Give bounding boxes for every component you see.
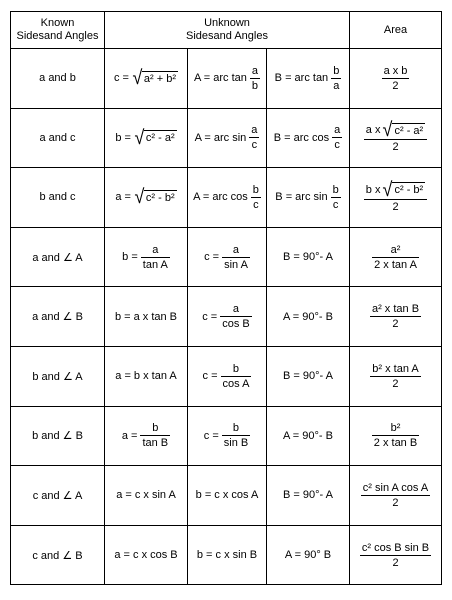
square-root — [382, 178, 425, 201]
fraction-denominator: 2 — [392, 79, 399, 92]
formula-text: b = c x cos A — [195, 489, 259, 502]
formula-text: B = 90°- A — [283, 370, 333, 383]
square-root-radical-sign: √ — [383, 119, 393, 142]
fraction-denominator: tan A — [142, 258, 168, 271]
formula-cell — [105, 346, 188, 406]
fraction-denominator: 2 — [392, 556, 399, 569]
formula — [360, 541, 431, 570]
formula-cell — [188, 227, 267, 287]
formula-cell — [267, 227, 350, 287]
fraction — [249, 123, 259, 152]
formula — [116, 489, 176, 501]
fraction-numerator: b — [332, 183, 339, 196]
fraction-numerator: a — [251, 124, 258, 137]
table-row — [11, 227, 442, 287]
square-root-radical-sign: √ — [383, 178, 393, 201]
fraction-numerator: c² sin A cos A — [362, 481, 429, 494]
fraction — [364, 121, 427, 154]
formula — [196, 489, 259, 501]
header-unknown-line1: Unknown — [204, 17, 250, 29]
formula-lhs: A = arc tan — [193, 72, 247, 85]
formula-lhs: c = — [202, 310, 218, 323]
area-cell — [350, 466, 442, 526]
table-row — [11, 406, 442, 466]
table-row — [11, 49, 442, 109]
fraction-denominator: a — [333, 79, 340, 92]
formula-cell — [105, 466, 188, 526]
formula — [113, 67, 178, 90]
table-row — [11, 287, 442, 347]
formula-lhs: c = — [113, 72, 129, 85]
fraction — [370, 362, 420, 391]
fraction-denominator: 2 — [392, 200, 399, 213]
formula-lhs: c = — [203, 429, 219, 442]
fraction-denominator: cos B — [222, 318, 250, 331]
formula-text: a = c x cos B — [114, 549, 178, 562]
formula — [275, 64, 342, 93]
fraction — [251, 183, 261, 212]
fraction — [140, 421, 170, 450]
formula-cell — [267, 346, 350, 406]
formula-text: B = 90°- A — [283, 251, 333, 264]
header-known-line2: Sidesand Angles — [16, 30, 99, 42]
fraction — [332, 123, 342, 152]
formula — [285, 549, 331, 561]
fraction — [250, 64, 260, 93]
formula — [283, 489, 333, 501]
header-row — [11, 12, 442, 49]
fraction-denominator: c — [334, 139, 340, 152]
fraction-numerator: b — [252, 183, 259, 196]
fraction-numerator: a — [251, 64, 259, 77]
formula — [204, 243, 250, 272]
fraction — [331, 64, 341, 93]
formula-cell — [105, 227, 188, 287]
area-cell — [350, 525, 442, 585]
formula-lhs: c = — [202, 370, 218, 383]
table-row — [11, 466, 442, 526]
formula-cell — [267, 49, 350, 109]
formula-cell — [188, 108, 267, 168]
square-root-radicand: c² - b² — [145, 191, 175, 204]
formula-text: a = c x sin A — [116, 489, 176, 502]
fraction-denominator: cos A — [222, 377, 250, 390]
fraction-denominator: c — [251, 139, 258, 152]
formula-cell — [105, 525, 188, 585]
fraction-numerator: a — [141, 243, 170, 258]
area-cell — [350, 406, 442, 466]
right-triangle-formula-table — [10, 11, 442, 585]
fraction — [370, 302, 421, 331]
fraction-denominator: c — [253, 198, 259, 211]
known-cell: b and ∠ B — [11, 406, 105, 466]
formula — [275, 183, 340, 212]
formula-lhs: b = — [122, 251, 138, 264]
known-cell: b and ∠ A — [11, 346, 105, 406]
fraction — [382, 64, 410, 93]
known-cell: b and c — [11, 168, 105, 228]
header-area: Area — [350, 12, 442, 49]
formula — [115, 311, 177, 323]
formula-cell — [105, 287, 188, 347]
formula — [203, 362, 252, 391]
area-cell — [350, 287, 442, 347]
formula-cell — [105, 108, 188, 168]
formula — [115, 370, 176, 382]
fraction — [372, 421, 419, 450]
formula — [370, 362, 420, 391]
formula — [372, 421, 419, 450]
fraction — [364, 178, 427, 214]
formula-cell — [267, 406, 350, 466]
known-cell: a and b — [11, 49, 105, 109]
formula — [370, 302, 421, 331]
formula — [195, 123, 260, 152]
fraction-numerator: b — [140, 421, 170, 436]
known-cell: a and c — [11, 108, 105, 168]
area-cell — [350, 49, 442, 109]
formula — [372, 243, 419, 272]
formula-cell — [105, 49, 188, 109]
fraction-numerator — [364, 121, 427, 140]
formula-cell — [105, 168, 188, 228]
fraction-numerator: a² x tan B — [371, 303, 420, 316]
fraction-denominator: 2 x tan A — [374, 258, 417, 271]
square-root — [132, 67, 178, 90]
fraction-numerator: a x b — [383, 64, 408, 77]
fraction-denominator: sin B — [223, 437, 249, 450]
formula-cell — [188, 346, 267, 406]
formula-text: A = 90°- B — [283, 429, 333, 442]
header-unknown-line2: Sidesand Angles — [186, 30, 268, 42]
formula — [364, 178, 427, 214]
area-cell — [350, 346, 442, 406]
fraction — [141, 243, 170, 272]
square-root — [134, 186, 177, 209]
formula-cell — [267, 108, 350, 168]
fraction-denominator: 2 — [392, 318, 399, 331]
fraction-denominator: 2 — [392, 141, 399, 154]
formula-text: A = 90°- B — [283, 310, 333, 323]
fraction-numerator: c² cos B sin B — [361, 541, 430, 554]
formula — [197, 549, 257, 561]
area-cell — [350, 108, 442, 168]
fraction — [360, 541, 431, 570]
header-known — [11, 12, 105, 49]
formula — [364, 121, 427, 154]
fraction-numerator: b² — [372, 421, 419, 436]
fraction-denominator: 2 x tan B — [373, 437, 418, 450]
formula — [283, 251, 333, 263]
square-root-radicand: c² - a² — [145, 132, 175, 145]
square-root-radical-sign: √ — [134, 126, 145, 149]
fraction — [220, 302, 252, 331]
formula-text: B = 90°- A — [283, 489, 333, 502]
square-root-radicand: a² + b² — [143, 72, 177, 85]
fraction-denominator: b — [251, 79, 259, 92]
square-root-radicand: c² - b² — [394, 184, 424, 197]
formula-cell — [267, 525, 350, 585]
formula — [114, 549, 177, 561]
formula-lhs: b = — [115, 131, 131, 144]
fraction-numerator: b — [333, 64, 340, 77]
formula-text: a = b x tan A — [115, 370, 177, 383]
formula — [204, 421, 250, 450]
formula — [193, 183, 261, 212]
fraction — [221, 362, 252, 391]
formula-cell — [188, 168, 267, 228]
fraction — [222, 243, 250, 272]
formula-lhs: B = arc sin — [275, 191, 328, 204]
table-body — [11, 49, 442, 585]
square-root-radical-sign: √ — [134, 186, 145, 209]
formula — [274, 123, 342, 152]
table-row — [11, 346, 442, 406]
formula-lhs: A = arc sin — [194, 131, 247, 144]
formula-cell — [188, 466, 267, 526]
header-known-line1: Known — [40, 17, 75, 29]
formula-lhs: B = arc tan — [274, 72, 329, 85]
fraction-numerator: b — [221, 362, 252, 377]
formula-cell — [105, 406, 188, 466]
fraction-denominator: 2 — [392, 496, 399, 509]
formula-lhs: a = — [121, 429, 138, 442]
formula-cell — [188, 49, 267, 109]
known-cell: a and ∠ B — [11, 287, 105, 347]
fraction-numerator: a — [334, 124, 341, 137]
fraction-denominator: c — [332, 198, 339, 211]
formula-cell — [188, 525, 267, 585]
numerator-prefix: b x — [365, 183, 381, 196]
area-cell — [350, 227, 442, 287]
header-unknown — [105, 12, 350, 49]
formula — [122, 421, 170, 450]
fraction-numerator: b — [222, 421, 250, 436]
square-root — [382, 119, 425, 142]
fraction-denominator: sin A — [224, 258, 248, 271]
formula-lhs: c = — [204, 251, 220, 264]
formula-cell — [267, 287, 350, 347]
fraction-numerator: b² x tan A — [372, 362, 419, 375]
square-root-radicand: c² - a² — [394, 124, 424, 137]
formula-text: A = 90° B — [284, 549, 332, 562]
formula — [122, 243, 170, 272]
fraction-numerator: a² — [372, 243, 419, 258]
fraction-numerator — [364, 178, 427, 201]
table-row — [11, 525, 442, 585]
formula — [283, 311, 333, 323]
fraction-numerator: a — [222, 243, 250, 258]
table-row — [11, 168, 442, 228]
numerator-prefix: a x — [365, 124, 381, 137]
known-cell: a and ∠ A — [11, 227, 105, 287]
fraction — [331, 183, 341, 212]
formula-cell — [188, 287, 267, 347]
fraction — [372, 243, 419, 272]
formula — [194, 64, 260, 93]
formula-lhs: B = arc cos — [273, 131, 330, 144]
fraction-denominator: 2 — [392, 377, 399, 390]
square-root-radical-sign: √ — [132, 67, 143, 90]
formula-cell — [267, 466, 350, 526]
square-root — [134, 126, 177, 149]
formula — [361, 481, 430, 510]
fraction — [361, 481, 430, 510]
fraction-numerator: a — [220, 302, 252, 317]
fraction-denominator: tan B — [142, 437, 169, 450]
formula — [115, 186, 176, 209]
formula-cell — [188, 406, 267, 466]
formula — [283, 370, 333, 382]
known-cell: c and ∠ A — [11, 466, 105, 526]
formula-text: b = a x tan B — [114, 310, 178, 323]
formula-lhs: a = — [115, 191, 131, 204]
table-row — [11, 108, 442, 168]
formula-text: b = c x sin B — [196, 549, 258, 562]
formula — [115, 126, 176, 149]
known-cell: c and ∠ B — [11, 525, 105, 585]
fraction — [222, 421, 250, 450]
formula-lhs: A = arc cos — [193, 191, 248, 204]
formula — [202, 302, 252, 331]
formula — [283, 430, 333, 442]
formula-cell — [267, 168, 350, 228]
area-cell — [350, 168, 442, 228]
formula — [382, 64, 410, 93]
